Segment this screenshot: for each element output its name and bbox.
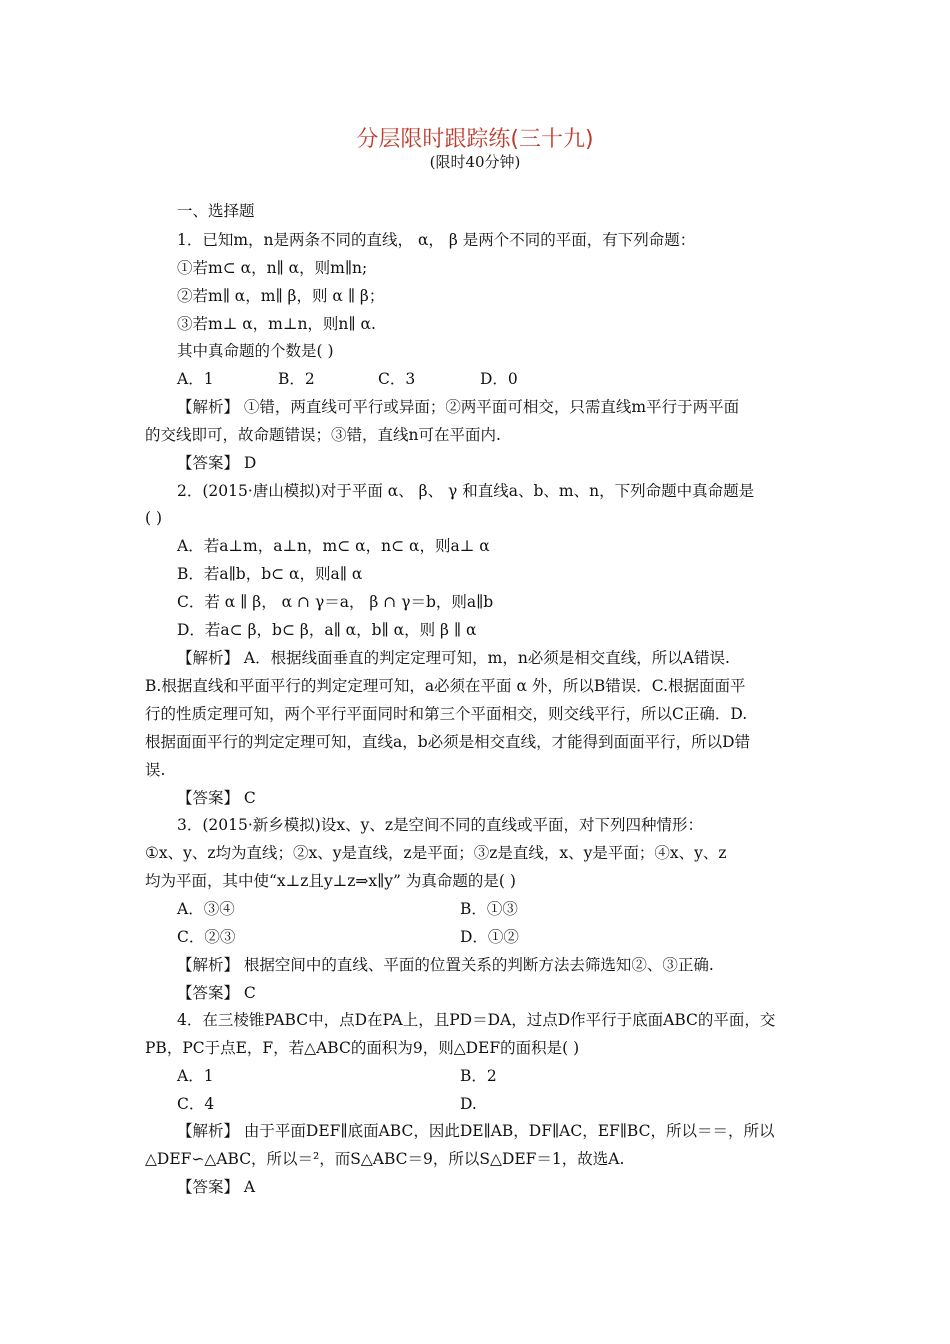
q4-analysis-line-1: 【解析】 由于平面DEF∥底面ABC，因此DE∥AB，DF∥AC，EF∥BC，所以＝＝，所以 — [177, 1122, 775, 1140]
q1-analysis-line-2: 的交线即可，故命题错误；③错，直线n可在平面内. — [145, 426, 501, 444]
q2-option-c: C．若 α ∥ β， α ∩ γ＝a， β ∩ γ＝b，则a∥b — [177, 593, 494, 611]
q1-option-c: C．3 — [378, 370, 416, 388]
q1-option-a: A．1 — [177, 370, 214, 388]
q4-stem-line-1: 4．在三棱锥PABC中，点D在PA上，且PD＝DA，过点D作平行于底面ABC的平面，交 — [177, 1011, 776, 1029]
q1-option-d: D．0 — [480, 370, 518, 388]
q2-option-b: B．若a∥b，b⊂ α，则a∥ α — [177, 565, 363, 583]
q3-option-d: D．①② — [460, 928, 519, 946]
q1-option-b: B．2 — [278, 370, 315, 388]
q2-option-d: D．若a⊂ β，b⊂ β，a∥ α，b∥ α，则 β ∥ α — [177, 621, 477, 639]
q3-answer: 【答案】 C — [177, 984, 256, 1002]
q4-analysis-line-2: △DEF∽△ABC，所以＝²，而S△ABC＝9，所以S△DEF＝1，故选A. — [145, 1150, 625, 1168]
q3-stem-line-3: 均为平面，其中使“x⊥z且y⊥z⇒x∥y” 为真命题的是( ) — [145, 872, 516, 890]
q4-option-d: D. — [460, 1095, 477, 1113]
q1-proposition-2: ②若m∥ α，m∥ β，则 α ∥ β； — [177, 287, 385, 305]
q2-analysis-line-2: B.根据直线和平面平行的判定定理可知，a必须在平面 α 外，所以B错误．C.根据面面平 — [145, 677, 746, 695]
q1-stem: 1．已知m，n是两条不同的直线， α， β 是两个不同的平面，有下列命题： — [177, 231, 696, 249]
q2-analysis-line-5: 误. — [145, 761, 166, 779]
q3-stem-line-2: ①x、y、z均为直线；②x、y是直线，z是平面；③z是直线，x、y是平面；④x、y、z — [145, 844, 727, 862]
q4-answer: 【答案】 A — [177, 1178, 256, 1196]
q2-stem-line-1: 2．(2015·唐山模拟)对于平面 α、 β、 γ 和直线a、b、m、n，下列命题中真命题是 — [177, 482, 755, 500]
time-limit-subtitle: (限时40分钟) — [429, 153, 521, 171]
q2-stem-line-2: ( ) — [145, 509, 163, 527]
page-title: 分层限时跟踪练(三十九) — [356, 127, 594, 152]
q2-option-a: A．若a⊥m，a⊥n，m⊂ α，n⊂ α，则a⊥ α — [177, 537, 490, 555]
q3-option-a: A．③④ — [177, 900, 235, 918]
section-heading: 一、选择题 — [177, 202, 255, 220]
q2-analysis-line-4: 根据面面平行的判定定理可知，直线a，b必须是相交直线，才能得到面面平行，所以D错 — [145, 733, 751, 751]
q1-proposition-1: ①若m⊂ α，n∥ α，则m∥n; — [177, 259, 368, 277]
q3-option-c: C．②③ — [177, 928, 236, 946]
q3-stem-line-1: 3．(2015·新乡模拟)设x、y、z是空间不同的直线或平面，对下列四种情形： — [177, 816, 703, 834]
q2-answer: 【答案】 C — [177, 789, 256, 807]
q1-proposition-3: ③若m⊥ α，m⊥n，则n∥ α. — [177, 315, 376, 333]
q1-analysis-line-1: 【解析】 ①错，两直线可平行或异面；②两平面可相交，只需直线m平行于两平面 — [177, 398, 740, 416]
q1-answer: 【答案】 D — [177, 454, 257, 472]
q4-option-b: B．2 — [460, 1067, 497, 1085]
q4-option-c: C．4 — [177, 1095, 215, 1113]
q4-stem-line-2: PB，PC于点E，F，若△ABC的面积为9，则△DEF的面积是( ) — [145, 1039, 580, 1057]
q4-option-a: A．1 — [177, 1067, 214, 1085]
q1-question: 其中真命题的个数是( ) — [177, 342, 334, 360]
q3-option-b: B．①③ — [460, 900, 518, 918]
q3-analysis: 【解析】 根据空间中的直线、平面的位置关系的判断方法去筛选知②、③正确. — [177, 956, 714, 974]
q2-analysis-line-3: 行的性质定理可知，两个平行平面同时和第三个平面相交，则交线平行，所以C正确．D. — [145, 705, 748, 723]
q2-analysis-line-1: 【解析】 A．根据线面垂直的判定定理可知，m，n必须是相交直线，所以A错误. — [177, 649, 730, 667]
